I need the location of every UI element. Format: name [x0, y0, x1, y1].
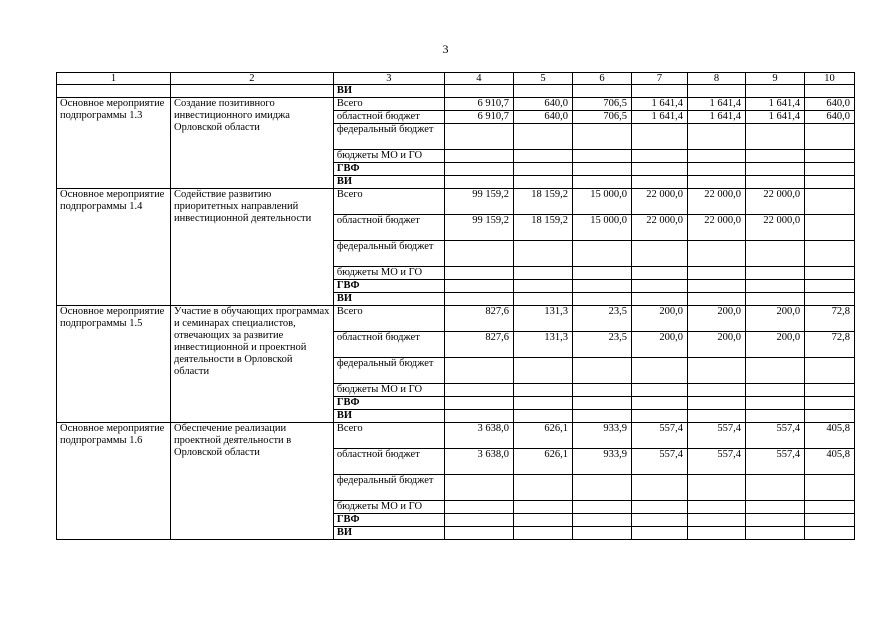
value-cell	[746, 280, 805, 293]
source-cell: федеральный бюджет	[333, 241, 444, 267]
value-cell	[513, 124, 572, 150]
value-cell: 933,9	[573, 423, 632, 449]
value-cell	[688, 293, 746, 306]
value-cell: 6 910,7	[444, 111, 513, 124]
value-cell	[632, 514, 688, 527]
value-cell	[746, 267, 805, 280]
value-cell	[573, 358, 632, 384]
source-cell: ГВФ	[333, 163, 444, 176]
header-cell: 10	[805, 73, 855, 85]
value-cell	[805, 358, 855, 384]
header-cell: 9	[746, 73, 805, 85]
value-cell: 933,9	[573, 449, 632, 475]
source-cell: федеральный бюджет	[333, 475, 444, 501]
value-cell	[746, 293, 805, 306]
value-cell	[805, 241, 855, 267]
value-cell	[573, 85, 632, 98]
value-cell: 706,5	[573, 111, 632, 124]
value-cell	[444, 384, 513, 397]
value-cell: 200,0	[632, 332, 688, 358]
value-cell: 1 641,4	[632, 98, 688, 111]
value-cell: 200,0	[746, 332, 805, 358]
value-cell	[513, 85, 572, 98]
value-cell	[746, 176, 805, 189]
value-cell	[746, 410, 805, 423]
value-cell	[688, 163, 746, 176]
table-row	[57, 85, 855, 98]
value-cell	[573, 527, 632, 540]
value-cell	[632, 124, 688, 150]
source-cell: ВИ	[333, 176, 444, 189]
value-cell	[805, 85, 855, 98]
value-cell	[513, 527, 572, 540]
value-cell	[444, 358, 513, 384]
value-cell	[688, 150, 746, 163]
source-cell: федеральный бюджет	[333, 358, 444, 384]
source-cell: ВИ	[333, 293, 444, 306]
value-cell: 3 638,0	[444, 449, 513, 475]
name-cell: Содействие развитию приоритетных направлений инвестиционной деятельности	[171, 189, 334, 306]
value-cell: 15 000,0	[573, 189, 632, 215]
value-cell: 640,0	[513, 98, 572, 111]
value-cell: 23,5	[573, 332, 632, 358]
value-cell	[746, 501, 805, 514]
header-row	[57, 73, 855, 85]
value-cell	[805, 527, 855, 540]
value-cell	[746, 124, 805, 150]
value-cell	[513, 410, 572, 423]
value-cell: 18 159,2	[513, 189, 572, 215]
value-cell	[444, 475, 513, 501]
value-cell: 1 641,4	[746, 111, 805, 124]
value-cell: 200,0	[746, 306, 805, 332]
value-cell	[573, 176, 632, 189]
value-cell	[688, 527, 746, 540]
value-cell	[632, 85, 688, 98]
value-cell	[746, 475, 805, 501]
value-cell	[805, 267, 855, 280]
header-cell: 2	[171, 73, 334, 85]
value-cell	[573, 163, 632, 176]
source-cell: областной бюджет	[333, 111, 444, 124]
value-cell	[513, 163, 572, 176]
value-cell: 131,3	[513, 332, 572, 358]
value-cell	[444, 124, 513, 150]
value-cell	[746, 514, 805, 527]
value-cell	[632, 501, 688, 514]
value-cell	[746, 241, 805, 267]
value-cell	[688, 280, 746, 293]
value-cell	[746, 384, 805, 397]
header-cell: 6	[573, 73, 632, 85]
measure-cell: Основное мероприятие подпрограммы 1.6	[57, 423, 171, 540]
value-cell	[573, 293, 632, 306]
value-cell	[805, 397, 855, 410]
value-cell	[573, 397, 632, 410]
value-cell: 557,4	[688, 423, 746, 449]
value-cell	[444, 527, 513, 540]
value-cell	[746, 397, 805, 410]
value-cell: 557,4	[632, 449, 688, 475]
value-cell	[444, 501, 513, 514]
value-cell	[632, 150, 688, 163]
value-cell: 640,0	[513, 111, 572, 124]
value-cell	[513, 280, 572, 293]
value-cell	[805, 215, 855, 241]
value-cell	[805, 176, 855, 189]
value-cell	[688, 85, 746, 98]
measure-cell: Основное мероприятие подпрограммы 1.4	[57, 189, 171, 306]
value-cell	[444, 267, 513, 280]
source-cell: Всего	[333, 189, 444, 215]
value-cell: 1 641,4	[688, 98, 746, 111]
value-cell	[688, 241, 746, 267]
table-row	[57, 306, 855, 332]
value-cell	[632, 163, 688, 176]
value-cell	[444, 280, 513, 293]
value-cell	[513, 241, 572, 267]
value-cell: 405,8	[805, 449, 855, 475]
value-cell	[573, 124, 632, 150]
value-cell	[805, 150, 855, 163]
name-cell: Обеспечение реализации проектной деятельности в Орловской области	[171, 423, 334, 540]
value-cell	[805, 514, 855, 527]
value-cell	[513, 358, 572, 384]
source-cell: областной бюджет	[333, 449, 444, 475]
value-cell: 626,1	[513, 423, 572, 449]
value-cell	[513, 176, 572, 189]
value-cell	[632, 280, 688, 293]
value-cell	[444, 163, 513, 176]
value-cell	[573, 384, 632, 397]
value-cell	[513, 267, 572, 280]
value-cell: 22 000,0	[746, 215, 805, 241]
value-cell	[688, 124, 746, 150]
value-cell	[513, 150, 572, 163]
name-cell: Участие в обучающих программах и семинарах специалистов, отвечающих за развитие инвестиционной и проектной деятельности в Орловской области	[171, 306, 334, 423]
value-cell	[688, 384, 746, 397]
value-cell	[805, 293, 855, 306]
value-cell	[573, 280, 632, 293]
value-cell	[513, 384, 572, 397]
value-cell: 827,6	[444, 332, 513, 358]
measure-cell: Основное мероприятие подпрограммы 1.5	[57, 306, 171, 423]
value-cell	[632, 410, 688, 423]
value-cell: 72,8	[805, 306, 855, 332]
value-cell: 22 000,0	[632, 189, 688, 215]
value-cell	[513, 501, 572, 514]
value-cell: 557,4	[746, 423, 805, 449]
value-cell	[688, 475, 746, 501]
header-cell: 5	[513, 73, 572, 85]
value-cell	[573, 150, 632, 163]
value-cell: 1 641,4	[688, 111, 746, 124]
value-cell: 6 910,7	[444, 98, 513, 111]
table-row	[57, 98, 855, 111]
value-cell: 1 641,4	[746, 98, 805, 111]
value-cell	[632, 397, 688, 410]
source-cell: ГВФ	[333, 280, 444, 293]
header-cell: 1	[57, 73, 171, 85]
value-cell	[632, 293, 688, 306]
value-cell	[513, 397, 572, 410]
value-cell	[805, 501, 855, 514]
value-cell	[746, 150, 805, 163]
source-cell: бюджеты МО и ГО	[333, 267, 444, 280]
source-cell: ГВФ	[333, 397, 444, 410]
header-cell: 4	[444, 73, 513, 85]
value-cell	[632, 358, 688, 384]
table-row	[57, 423, 855, 449]
source-cell: ВИ	[333, 527, 444, 540]
value-cell: 99 159,2	[444, 189, 513, 215]
value-cell: 72,8	[805, 332, 855, 358]
value-cell: 706,5	[573, 98, 632, 111]
value-cell	[805, 384, 855, 397]
header-cell: 8	[688, 73, 746, 85]
value-cell: 200,0	[688, 332, 746, 358]
header-cell: 7	[632, 73, 688, 85]
value-cell: 557,4	[688, 449, 746, 475]
name-cell: Создание позитивного инвестиционного имиджа Орловской области	[171, 98, 334, 189]
value-cell	[573, 410, 632, 423]
budget-table	[56, 72, 855, 540]
source-cell: Всего	[333, 306, 444, 332]
measure-cell	[57, 85, 171, 98]
value-cell: 640,0	[805, 111, 855, 124]
value-cell	[805, 475, 855, 501]
value-cell	[805, 280, 855, 293]
value-cell	[513, 514, 572, 527]
value-cell	[573, 501, 632, 514]
name-cell	[171, 85, 334, 98]
value-cell: 22 000,0	[688, 215, 746, 241]
value-cell: 1 641,4	[632, 111, 688, 124]
value-cell	[632, 176, 688, 189]
value-cell	[632, 267, 688, 280]
value-cell	[444, 410, 513, 423]
source-cell: Всего	[333, 423, 444, 449]
value-cell	[688, 410, 746, 423]
value-cell	[688, 267, 746, 280]
value-cell	[513, 293, 572, 306]
value-cell	[805, 410, 855, 423]
value-cell: 405,8	[805, 423, 855, 449]
source-cell: бюджеты МО и ГО	[333, 384, 444, 397]
value-cell	[444, 176, 513, 189]
value-cell	[688, 501, 746, 514]
page-number: 3	[442, 42, 449, 56]
value-cell: 22 000,0	[632, 215, 688, 241]
value-cell	[444, 241, 513, 267]
value-cell	[444, 293, 513, 306]
value-cell	[805, 163, 855, 176]
value-cell	[513, 475, 572, 501]
measure-cell: Основное мероприятие подпрограммы 1.3	[57, 98, 171, 189]
value-cell	[444, 150, 513, 163]
value-cell	[573, 475, 632, 501]
source-cell: бюджеты МО и ГО	[333, 501, 444, 514]
value-cell	[688, 358, 746, 384]
value-cell	[573, 514, 632, 527]
value-cell	[573, 241, 632, 267]
value-cell: 99 159,2	[444, 215, 513, 241]
value-cell	[746, 85, 805, 98]
header-cell: 3	[333, 73, 444, 85]
source-cell: бюджеты МО и ГО	[333, 150, 444, 163]
value-cell	[632, 241, 688, 267]
value-cell: 200,0	[688, 306, 746, 332]
value-cell	[573, 267, 632, 280]
source-cell: ВИ	[333, 85, 444, 98]
source-cell: федеральный бюджет	[333, 124, 444, 150]
value-cell	[688, 176, 746, 189]
value-cell: 557,4	[746, 449, 805, 475]
value-cell: 200,0	[632, 306, 688, 332]
value-cell	[632, 475, 688, 501]
value-cell: 22 000,0	[746, 189, 805, 215]
value-cell	[805, 124, 855, 150]
value-cell: 131,3	[513, 306, 572, 332]
value-cell	[805, 189, 855, 215]
source-cell: ВИ	[333, 410, 444, 423]
value-cell	[632, 384, 688, 397]
value-cell: 626,1	[513, 449, 572, 475]
value-cell: 640,0	[805, 98, 855, 111]
value-cell	[632, 527, 688, 540]
value-cell: 18 159,2	[513, 215, 572, 241]
value-cell: 557,4	[632, 423, 688, 449]
value-cell	[746, 358, 805, 384]
value-cell	[444, 514, 513, 527]
source-cell: областной бюджет	[333, 332, 444, 358]
table-row	[57, 189, 855, 215]
source-cell: Всего	[333, 98, 444, 111]
value-cell	[688, 397, 746, 410]
value-cell: 15 000,0	[573, 215, 632, 241]
value-cell: 827,6	[444, 306, 513, 332]
value-cell: 23,5	[573, 306, 632, 332]
value-cell	[688, 514, 746, 527]
value-cell: 22 000,0	[688, 189, 746, 215]
source-cell: областной бюджет	[333, 215, 444, 241]
source-cell: ГВФ	[333, 514, 444, 527]
value-cell	[746, 163, 805, 176]
value-cell: 3 638,0	[444, 423, 513, 449]
value-cell	[444, 397, 513, 410]
value-cell	[444, 85, 513, 98]
value-cell	[746, 527, 805, 540]
